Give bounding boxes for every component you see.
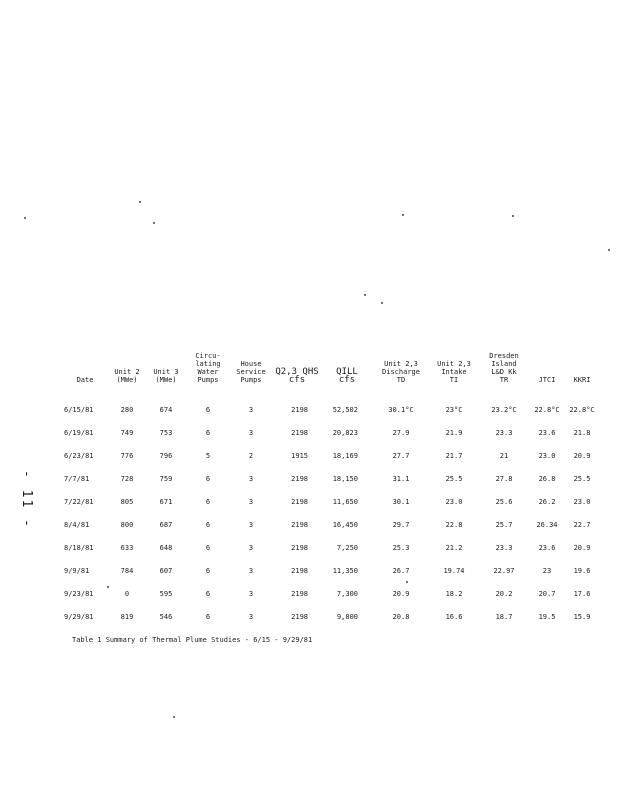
cell-kkri: 15.9	[573, 612, 591, 621]
cell-dresden: 22.97	[493, 566, 515, 575]
cell-unit3: 607	[159, 566, 173, 575]
cell-qill: 7,250	[336, 543, 358, 552]
cell-circulating-pumps: 6	[205, 543, 211, 552]
cell-q23-qhs: 2198	[291, 520, 308, 529]
cell-unit3: 648	[159, 543, 173, 552]
cell-kkri: 21.8	[573, 428, 591, 437]
cell-date: 6/19/81	[64, 428, 94, 437]
cell-dresden: 21	[499, 451, 509, 460]
cell-unit3: 796	[159, 451, 173, 460]
cell-intake: 16.6	[445, 612, 463, 621]
cell-unit2: 800	[120, 520, 134, 529]
cell-discharge: 27.9	[392, 428, 410, 437]
cell-q23-qhs: 2198	[291, 543, 308, 552]
cell-qill: 7,300	[336, 589, 358, 598]
cell-circulating-pumps: 6	[205, 474, 211, 483]
cell-jtci: 26.8	[538, 474, 556, 483]
cell-kkri: 22.7	[573, 520, 591, 529]
cell-qill: 11,650	[332, 497, 358, 506]
col-header-unit2: Unit 2 (MWe)	[114, 368, 140, 384]
table-row	[62, 513, 600, 536]
cell-q23-qhs: 2198	[291, 566, 308, 575]
col-header-kkri: KKRI	[573, 376, 591, 384]
col-header-dresden: Dresden Island L&D Kk TR	[489, 352, 519, 384]
cell-date: 9/29/81	[64, 612, 94, 621]
scan-speck	[402, 214, 404, 216]
cell-qill: 52,502	[332, 405, 358, 414]
thermal-plume-table	[62, 352, 600, 628]
cell-jtci: 26.34	[536, 520, 558, 529]
col-header-date: Date	[76, 376, 94, 384]
cell-unit3: 546	[159, 612, 173, 621]
cell-qill: 9,800	[336, 612, 358, 621]
cell-house-service-pumps: 3	[248, 589, 254, 598]
cell-qill: 16,450	[332, 520, 358, 529]
cell-discharge: 27.7	[392, 451, 410, 460]
page-number: - 11 -	[19, 470, 34, 529]
cell-kkri: 22.8°C	[569, 405, 595, 414]
cell-unit2: 0	[124, 589, 130, 598]
col-header-intake: Unit 2,3 Intake TI	[437, 360, 471, 384]
table-row	[62, 421, 600, 444]
col-header-house-service-pumps: House Service Pumps	[236, 360, 266, 384]
cell-date: 9/23/81	[64, 589, 94, 598]
cell-circulating-pumps: 6	[205, 612, 211, 621]
cell-circulating-pumps: 5	[205, 451, 211, 460]
cell-kkri: 19.6	[573, 566, 591, 575]
cell-unit2: 805	[120, 497, 134, 506]
table-row	[62, 490, 600, 513]
cell-intake: 21.9	[445, 428, 463, 437]
cell-unit3: 753	[159, 428, 173, 437]
scan-speck	[107, 586, 109, 588]
cell-kkri: 20.9	[573, 451, 591, 460]
cell-discharge: 29.7	[392, 520, 410, 529]
cell-jtci: 22.8°C	[534, 405, 560, 414]
cell-dresden: 23.3	[495, 428, 513, 437]
cell-q23-qhs: 2198	[291, 589, 308, 598]
cell-intake: 19.74	[443, 566, 465, 575]
cell-qill: 11,350	[332, 566, 358, 575]
cell-unit2: 633	[120, 543, 134, 552]
cell-q23-qhs: 2198	[291, 405, 308, 414]
table-row	[62, 467, 600, 490]
scan-speck	[173, 716, 175, 718]
cell-discharge: 26.7	[392, 566, 410, 575]
scan-speck	[139, 201, 141, 203]
cell-kkri: 23.0	[573, 497, 591, 506]
col-header-circulating-pumps: Circu- lating Water Pumps	[195, 352, 221, 384]
cell-intake: 25.5	[445, 474, 463, 483]
cell-house-service-pumps: 3	[248, 497, 254, 506]
cell-discharge: 31.1	[392, 474, 410, 483]
cell-date: 7/7/81	[64, 474, 90, 483]
cell-date: 6/23/81	[64, 451, 94, 460]
cell-dresden: 23.2°C	[491, 405, 517, 414]
cell-q23-qhs: 2198	[291, 428, 308, 437]
cell-dresden: 25.6	[495, 497, 513, 506]
cell-jtci: 23.0	[538, 451, 556, 460]
cell-dresden: 18.7	[495, 612, 513, 621]
table-row	[62, 398, 600, 421]
table-row	[62, 605, 600, 628]
cell-house-service-pumps: 2	[248, 451, 254, 460]
cell-intake: 23.0	[445, 497, 463, 506]
scan-speck	[406, 581, 408, 583]
cell-intake: 22.8	[445, 520, 463, 529]
table-body	[62, 398, 600, 628]
col-header-jtci: JTCI	[538, 376, 556, 384]
cell-circulating-pumps: 6	[205, 428, 211, 437]
cell-unit2: 728	[120, 474, 134, 483]
cell-kkri: 25.5	[573, 474, 591, 483]
cell-discharge: 30.1	[392, 497, 410, 506]
cell-dresden: 23.3	[495, 543, 513, 552]
cell-intake: 21.2	[445, 543, 463, 552]
cell-jtci: 23	[542, 566, 552, 575]
cell-jtci: 23.6	[538, 543, 556, 552]
cell-unit2: 776	[120, 451, 134, 460]
cell-dresden: 25.7	[495, 520, 513, 529]
table-row	[62, 582, 600, 605]
cell-unit3: 759	[159, 474, 173, 483]
cell-discharge: 20.8	[392, 612, 410, 621]
cell-intake: 23°C	[445, 405, 463, 414]
scan-speck	[512, 215, 514, 217]
cell-q23-qhs: 2198	[291, 497, 308, 506]
cell-circulating-pumps: 6	[205, 566, 211, 575]
cell-house-service-pumps: 3	[248, 612, 254, 621]
cell-unit3: 671	[159, 497, 173, 506]
cell-date: 9/9/81	[64, 566, 90, 575]
cell-jtci: 20.7	[538, 589, 556, 598]
cell-date: 8/4/81	[64, 520, 90, 529]
scan-speck	[608, 249, 610, 251]
cell-date: 6/15/81	[64, 405, 94, 414]
cell-unit2: 749	[120, 428, 134, 437]
table-row	[62, 536, 600, 559]
table-row	[62, 559, 600, 582]
cell-kkri: 17.6	[573, 589, 591, 598]
scan-speck	[381, 302, 383, 304]
cell-jtci: 23.6	[538, 428, 556, 437]
cell-house-service-pumps: 3	[248, 474, 254, 483]
table-row	[62, 444, 600, 467]
col-header-qill: QILL cfs	[336, 367, 358, 385]
cell-date: 7/22/81	[64, 497, 94, 506]
cell-intake: 18.2	[445, 589, 463, 598]
table-caption: Table 1 Summary of Thermal Plume Studies - 6/15 - 9/29/81	[72, 636, 313, 644]
cell-circulating-pumps: 6	[205, 589, 211, 598]
cell-unit2: 784	[120, 566, 134, 575]
scan-speck	[153, 222, 155, 224]
col-header-discharge: Unit 2,3 Discharge TD	[382, 360, 420, 384]
cell-unit3: 595	[159, 589, 173, 598]
cell-unit3: 687	[159, 520, 173, 529]
cell-unit2: 280	[120, 405, 134, 414]
cell-circulating-pumps: 6	[205, 520, 211, 529]
cell-house-service-pumps: 3	[248, 428, 254, 437]
cell-house-service-pumps: 3	[248, 405, 254, 414]
cell-discharge: 25.3	[392, 543, 410, 552]
cell-circulating-pumps: 6	[205, 405, 211, 414]
col-header-q23-qhs: Q2,3 QHS cfs	[275, 367, 319, 385]
cell-house-service-pumps: 3	[248, 543, 254, 552]
cell-qill: 18,150	[332, 474, 358, 483]
scan-speck	[364, 294, 366, 296]
cell-intake: 21.7	[445, 451, 463, 460]
scan-speck	[24, 217, 26, 219]
cell-dresden: 27.8	[495, 474, 513, 483]
cell-q23-qhs: 1915	[291, 451, 308, 460]
cell-qill: 18,169	[332, 451, 358, 460]
cell-q23-qhs: 2198	[291, 474, 308, 483]
cell-house-service-pumps: 3	[248, 566, 254, 575]
cell-discharge: 30.1°C	[388, 405, 414, 414]
cell-kkri: 20.9	[573, 543, 591, 552]
cell-unit3: 674	[159, 405, 173, 414]
cell-circulating-pumps: 6	[205, 497, 211, 506]
cell-jtci: 26.2	[538, 497, 556, 506]
cell-q23-qhs: 2198	[291, 612, 308, 621]
col-header-unit3: Unit 3 (MWe)	[153, 368, 179, 384]
cell-unit2: 819	[120, 612, 134, 621]
cell-dresden: 20.2	[495, 589, 513, 598]
cell-jtci: 19.5	[538, 612, 556, 621]
table-header-row	[62, 352, 600, 398]
cell-qill: 20,823	[332, 428, 358, 437]
cell-house-service-pumps: 3	[248, 520, 254, 529]
cell-discharge: 20.9	[392, 589, 410, 598]
cell-date: 8/18/81	[64, 543, 94, 552]
